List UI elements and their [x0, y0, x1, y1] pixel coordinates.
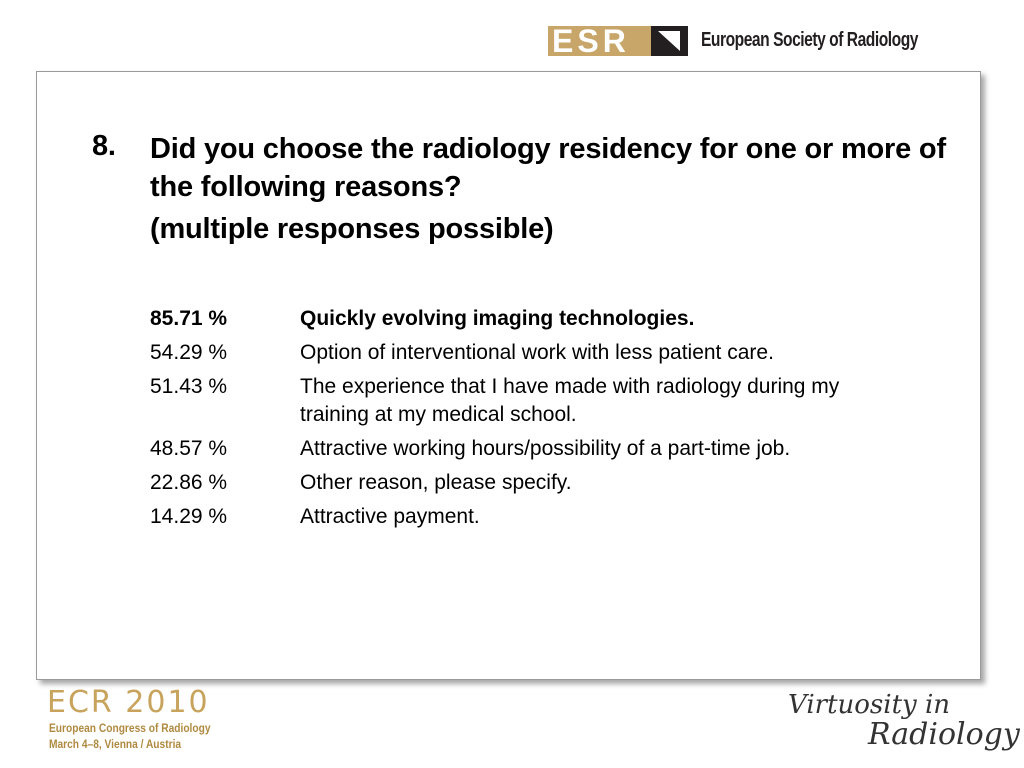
answer-percent: 48.57 % — [150, 437, 228, 460]
answer-percent: 54.29 % — [150, 341, 228, 364]
tagline — [788, 690, 1020, 750]
answer-text: Other reason, please specify. — [300, 471, 572, 494]
esr-logo-letters: ESR — [552, 26, 630, 56]
tagline-line1: Virtuosity in — [788, 690, 951, 720]
answer-row — [150, 469, 870, 497]
answer-row — [150, 373, 870, 429]
congress-date: March 4–8, Vienna / Austria — [49, 737, 182, 751]
answer-percent: 14.29 % — [150, 505, 228, 528]
tagline-line2: Radiology — [868, 717, 1020, 752]
answer-row — [150, 339, 870, 367]
society-name: European Society of Radiology — [701, 29, 918, 51]
esr-logo — [548, 26, 688, 56]
answer-percent: 51.43 % — [150, 375, 228, 398]
answer-row — [150, 503, 870, 531]
answer-text: The experience that I have made with radiology during my training at my medical school. — [300, 375, 840, 426]
answer-text: Quickly evolving imaging technologies. — [300, 307, 695, 330]
congress-title: ECR 2010 — [47, 685, 210, 720]
answer-percent: 22.86 % — [150, 471, 228, 494]
answer-row — [150, 435, 870, 463]
answer-text: Attractive payment. — [300, 505, 480, 528]
answer-list — [150, 305, 870, 537]
answer-text: Option of interventional work with less patient care. — [300, 341, 774, 364]
answer-row — [150, 305, 870, 333]
answer-text: Attractive working hours/possibility of a part-time job. — [300, 437, 791, 460]
answer-percent: 85.71 % — [150, 307, 228, 330]
question-number: 8. — [92, 130, 116, 162]
congress-name: European Congress of Radiology — [49, 721, 211, 735]
question-text: Did you choose the radiology residency for one or more of the following reasons? — [150, 133, 946, 203]
question-note: (multiple responses possible) — [150, 213, 554, 245]
